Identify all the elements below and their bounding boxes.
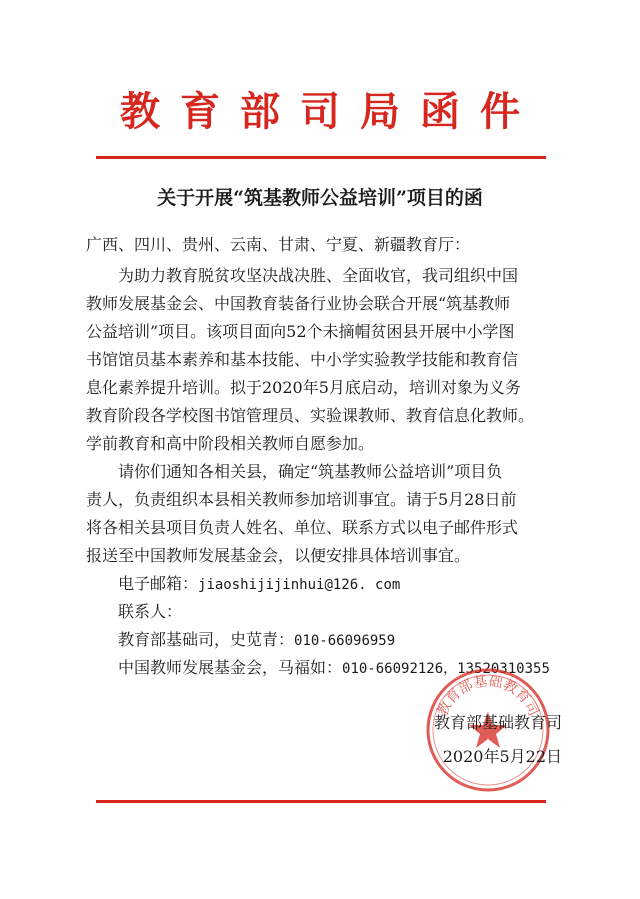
letterhead-divider bbox=[96, 156, 546, 159]
recipients-line: 广西、四川、贵州、云南、甘肃、宁夏、新疆教育厅： bbox=[86, 235, 471, 254]
paragraph2-line: 将各相关县项目负责人姓名、单位、联系方式以电子邮件形式 bbox=[86, 518, 519, 537]
document-title: 关于开展“筑基教师公益培训”项目的函 bbox=[157, 187, 483, 209]
contact1-label: 教育部基础司，史苋青： bbox=[118, 630, 295, 649]
contact1-phone: 010-66096959 bbox=[294, 633, 396, 649]
letterhead-title: 教育部司局函件 bbox=[120, 88, 540, 135]
paragraph1-line: 教师发展基金会、中国教育装备行业协会联合开展“筑基教师 bbox=[86, 294, 511, 313]
contact2-phone: 010-66092126，13520310355 bbox=[342, 661, 550, 677]
signature-org: 教育部基础教育司 bbox=[433, 713, 562, 732]
email-label: 电子邮箱： bbox=[118, 574, 199, 593]
paragraph1-line: 息化素养提升培训。拟于2020年5月底启动，培训对象为义务 bbox=[86, 378, 521, 397]
contact-line-1 bbox=[118, 629, 395, 652]
svg-text:教育部基础教育司: 教育部基础教育司 bbox=[434, 673, 542, 719]
contact2-label: 中国教师发展基金会，马福如： bbox=[118, 658, 343, 677]
signature-date: 2020年5月22日 bbox=[442, 747, 562, 766]
paragraph1-line: 为助力教育脱贫攻坚决战决胜、全面收官，我司组织中国 bbox=[118, 266, 519, 285]
paragraph1-line: 学前教育和高中阶段相关教师自愿参加。 bbox=[86, 434, 375, 453]
email-address: jiaoshijijinhui@126. com bbox=[198, 577, 401, 593]
contacts-label: 联系人： bbox=[118, 602, 183, 621]
paragraph1-line: 书馆馆员基本素养和基本技能、中小学实验教学技能和教育信 bbox=[86, 350, 519, 369]
footer-divider bbox=[96, 800, 546, 803]
paragraph1-line: 公益培训”项目。该项目面向52个未摘帽贫困县开展中小学图 bbox=[86, 322, 515, 341]
paragraph2-line: 请你们通知各相关县，确定“筑基教师公益培训”项目负 bbox=[118, 462, 503, 481]
paragraph2-line: 责人，负责组织本县相关教师参加培训事宜。请于5月28日前 bbox=[86, 490, 517, 509]
paragraph2-line: 报送至中国教师发展基金会，以便安排具体培训事宜。 bbox=[86, 546, 471, 565]
paragraph1-line: 教育阶段各学校图书馆管理员、实验课教师、教育信息化教师。 bbox=[86, 406, 535, 425]
email-line bbox=[118, 573, 400, 596]
